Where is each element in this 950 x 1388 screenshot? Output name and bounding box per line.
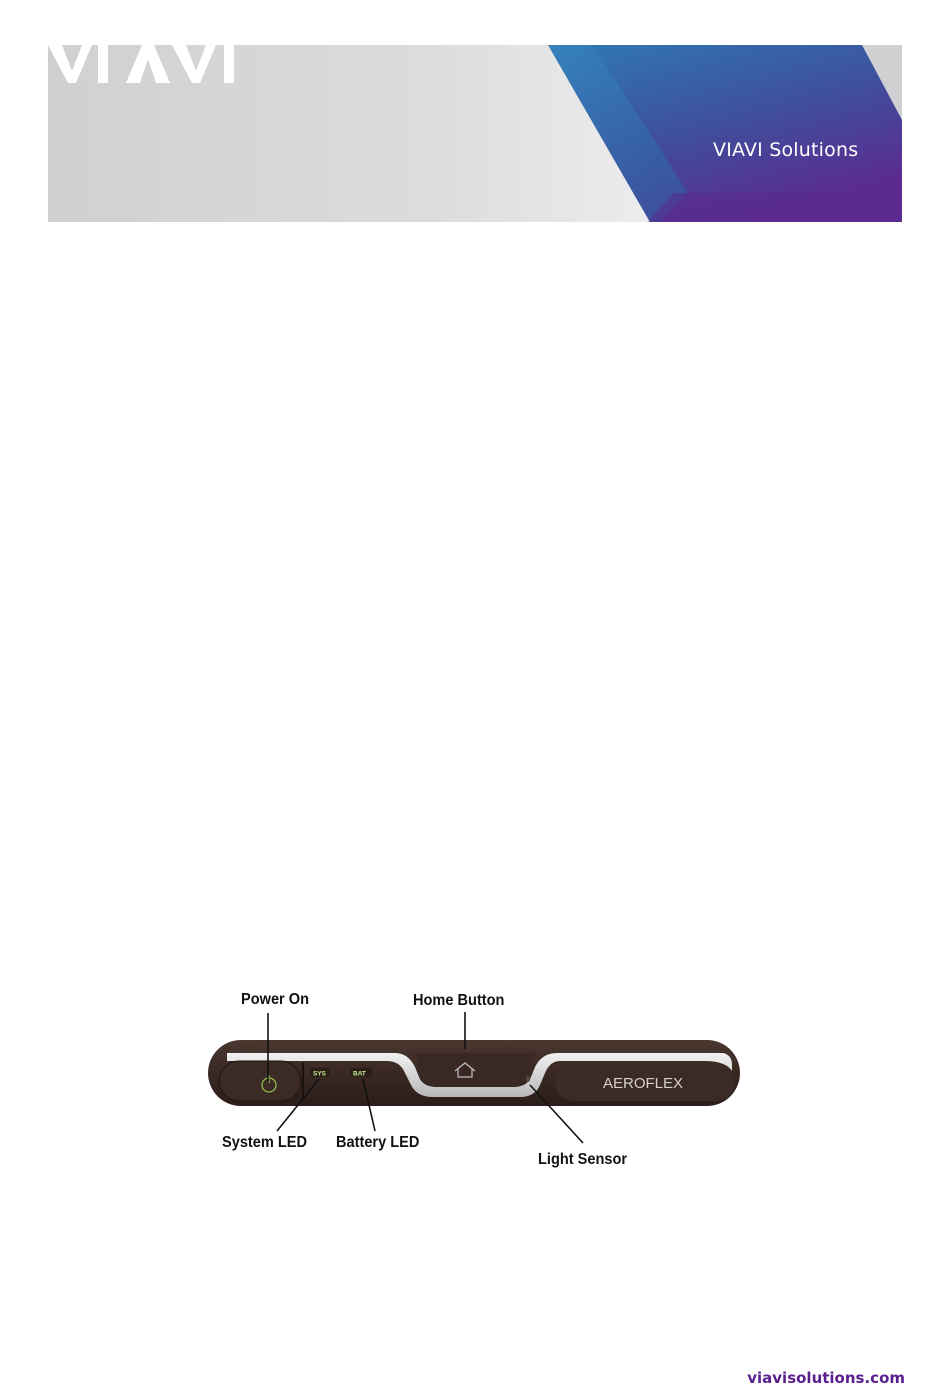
header-banner: [48, 45, 902, 222]
viavi-logo: [48, 45, 238, 83]
callout-system-led: System LED: [222, 1134, 308, 1151]
battery-led-label: BAT: [353, 1070, 366, 1078]
power-panel: [219, 1061, 301, 1101]
system-led-label: SYS: [313, 1070, 327, 1078]
callout-power-on: Power On: [241, 991, 310, 1008]
device-logo: AEROFLEX: [603, 1075, 684, 1092]
footer-url[interactable]: viavisolutions.com: [747, 1369, 905, 1387]
brand-subtitle: VIAVI Solutions: [713, 139, 859, 161]
battery-led: [350, 1068, 372, 1078]
system-led: [310, 1068, 330, 1078]
callout-battery-led: Battery LED: [336, 1134, 420, 1151]
callout-home-button: Home Button: [413, 992, 505, 1009]
callout-light-sensor: Light Sensor: [538, 1151, 628, 1168]
light-sensor: [526, 1076, 530, 1082]
home-button: [415, 1053, 535, 1087]
